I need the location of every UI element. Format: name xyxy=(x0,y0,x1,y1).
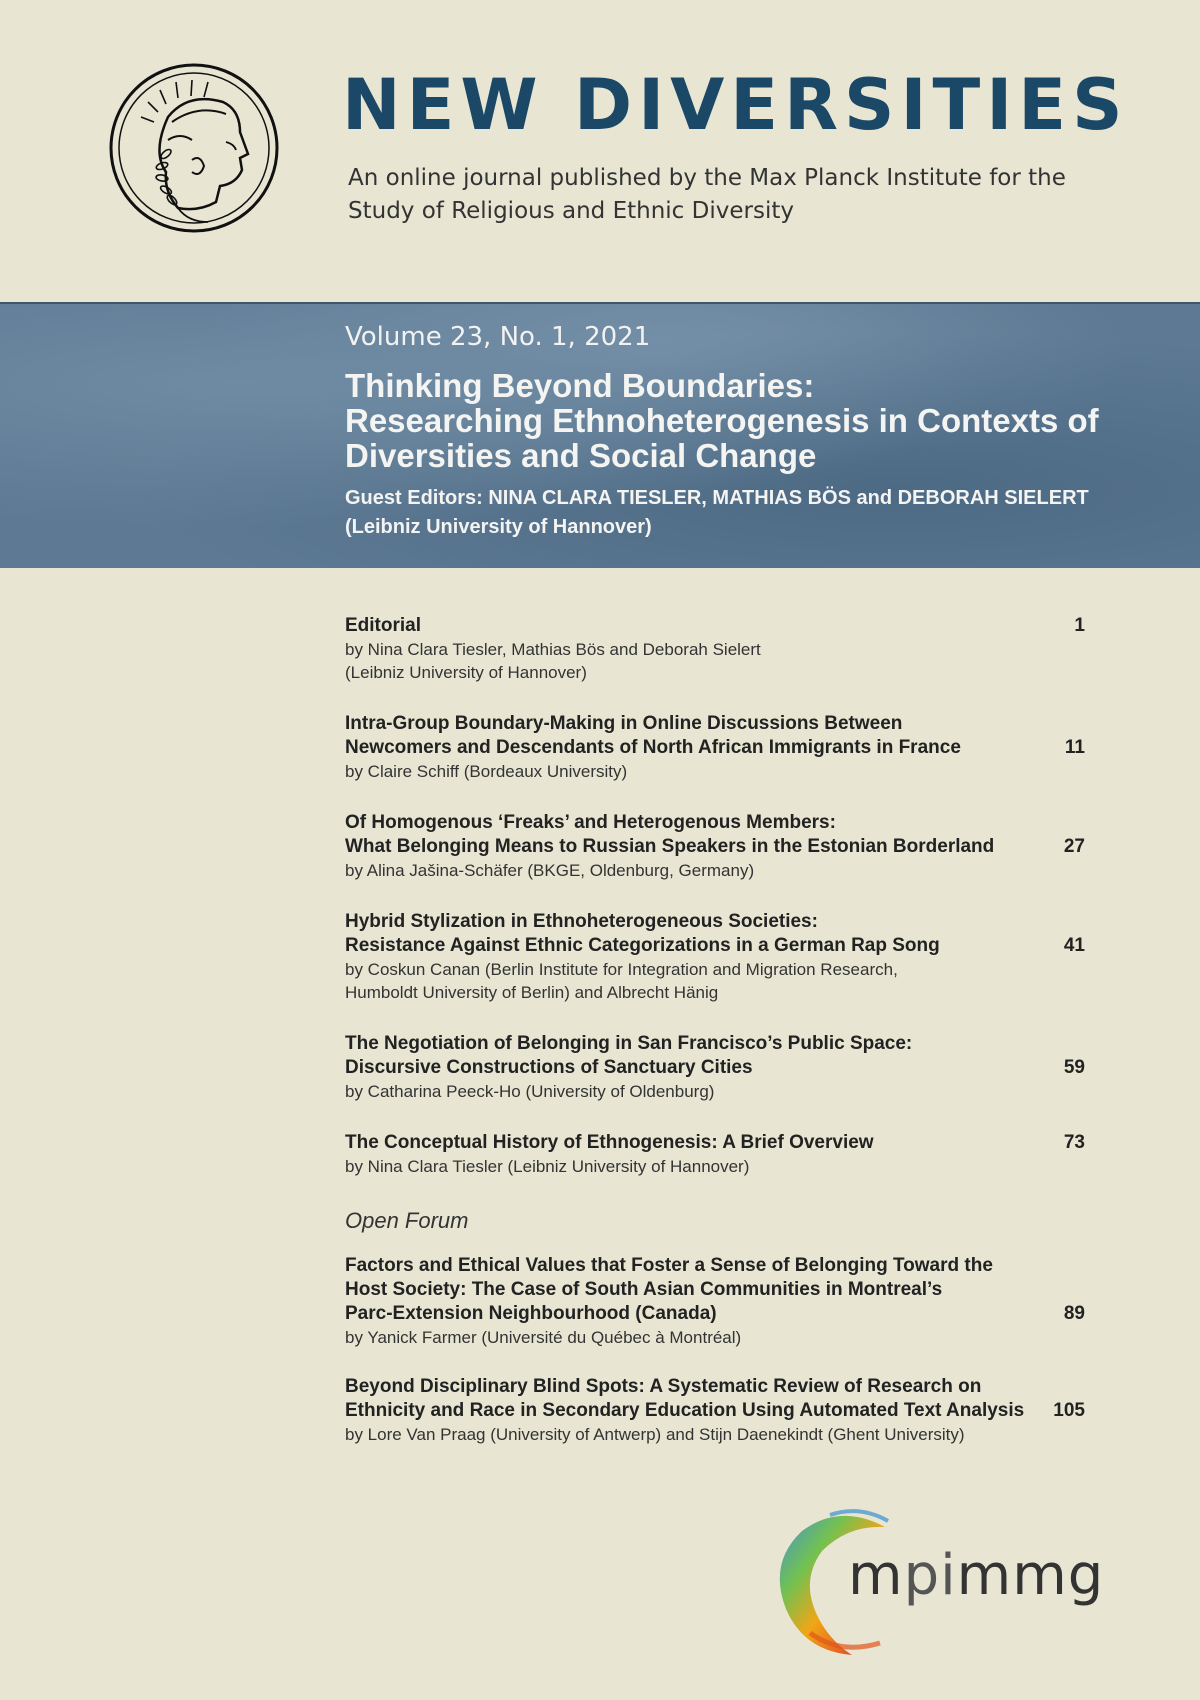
toc-entry-title-line: Hybrid Stylization in Ethnoheterogeneous Societies: xyxy=(345,911,818,932)
toc-entry-title-line: Factors and Ethical Values that Foster a Sense of Belonging Toward the xyxy=(345,1255,993,1276)
toc-entry-title xyxy=(345,910,1025,958)
toc-entry-author-line: Humboldt University of Berlin) and Albrecht Hänig xyxy=(345,983,719,1002)
toc-entry-title xyxy=(345,1375,1025,1423)
toc-entry-author-line: (Leibniz University of Hannover) xyxy=(345,663,587,682)
issue-title-line: Thinking Beyond Boundaries: xyxy=(345,367,815,404)
toc-entry-title-line: Ethnicity and Race in Secondary Education Using Automated Text Analysis xyxy=(345,1400,1025,1421)
toc-entry-title-line: Beyond Disciplinary Blind Spots: A Systematic Review of Research on xyxy=(345,1376,982,1397)
toc-entry-author-line: by Catharina Peeck-Ho (University of Oldenburg) xyxy=(345,1082,715,1101)
table-of-contents xyxy=(345,614,1085,1472)
toc-entry xyxy=(345,1032,1085,1103)
toc-entry-title xyxy=(345,1131,1025,1155)
toc-entry xyxy=(345,614,1085,684)
toc-entry-author-line: by Lore Van Praag (University of Antwerp) and Stijn Daenekindt (Ghent University) xyxy=(345,1425,965,1444)
toc-entry-authors xyxy=(345,1423,1085,1446)
journal-title: NEW DIVERSITIES xyxy=(342,64,1129,146)
issue-title-line: Diversities and Social Change xyxy=(345,437,817,474)
toc-entry-title-line: Parc-Extension Neighbourhood (Canada) xyxy=(345,1303,717,1324)
guest-editors-line: Guest Editors: NINA CLARA TIESLER, MATHIAS BÖS and DEBORAH SIELERT xyxy=(345,487,1089,509)
toc-page-number: 89 xyxy=(1063,1303,1085,1324)
toc-entry xyxy=(345,712,1085,783)
toc-entry-authors xyxy=(345,958,1085,1004)
toc-entry-title-line: Newcomers and Descendants of North African Immigrants in France xyxy=(345,737,961,758)
toc-page-number: 41 xyxy=(1063,935,1085,956)
toc-page-number: 1 xyxy=(1074,615,1085,636)
toc-entry-title xyxy=(345,712,1025,760)
toc-entry-title-line: The Negotiation of Belonging in San Francisco’s Public Space: xyxy=(345,1033,913,1054)
logo-text-part: pi xyxy=(903,1543,957,1608)
logo-text-part: m xyxy=(848,1543,904,1608)
subtitle-line: Study of Religious and Ethnic Diversity xyxy=(348,198,794,224)
toc-entry-title-line: Intra-Group Boundary-Making in Online Discussions Between xyxy=(345,713,903,734)
toc-entry-author-line: by Nina Clara Tiesler, Mathias Bös and Deborah Sielert xyxy=(345,640,761,659)
toc-page-number: 73 xyxy=(1063,1132,1085,1153)
toc-entry xyxy=(345,1131,1085,1178)
toc-entry-author-line: by Nina Clara Tiesler (Leibniz University of Hannover) xyxy=(345,1157,750,1176)
toc-entry-title-line: What Belonging Means to Russian Speakers in the Estonian Borderland xyxy=(345,836,995,857)
guest-editors xyxy=(345,484,1185,542)
journal-subtitle xyxy=(348,162,1128,228)
toc-entry-author-line: by Coskun Canan (Berlin Institute for Integration and Migration Research, xyxy=(345,960,898,979)
toc-entry-title xyxy=(345,614,1025,638)
toc-entry-title-line: The Conceptual History of Ethnogenesis: A Brief Overview xyxy=(345,1132,874,1153)
subtitle-line: An online journal published by the Max Planck Institute for the xyxy=(348,165,1066,191)
toc-entry-authors xyxy=(345,638,1085,684)
issue-title-line: Researching Ethnoheterogenesis in Contexts of xyxy=(345,402,1099,439)
minerva-logo-icon xyxy=(108,62,280,234)
toc-entry-title xyxy=(345,811,1025,859)
toc-page-number: 11 xyxy=(1064,737,1085,758)
toc-entry xyxy=(345,910,1085,1004)
toc-page-number: 105 xyxy=(1053,1400,1085,1421)
open-forum-heading: Open Forum xyxy=(345,1208,469,1233)
toc-entry-authors xyxy=(345,1326,1085,1349)
issue-title xyxy=(345,368,1185,473)
logo-text-part: mmg xyxy=(956,1543,1105,1608)
toc-entry-title-line: Discursive Constructions of Sanctuary Cities xyxy=(345,1057,753,1078)
toc-entry-title-line: Editorial xyxy=(345,615,422,636)
toc-entry-authors xyxy=(345,760,1085,783)
toc-entry xyxy=(345,811,1085,882)
toc-entry-authors xyxy=(345,1155,1085,1178)
toc-entry-author-line: by Alina Jašina-Schäfer (BKGE, Oldenburg, Germany) xyxy=(345,861,755,880)
toc-entry-title-line: Of Homogenous ‘Freaks’ and Heterogenous Members: xyxy=(345,812,836,833)
toc-entry-title-line: Resistance Against Ethnic Categorizations in a German Rap Song xyxy=(345,935,940,956)
toc-entry-title-line: Host Society: The Case of South Asian Communities in Montreal’s xyxy=(345,1279,943,1300)
toc-entry-author-line: by Claire Schiff (Bordeaux University) xyxy=(345,762,628,781)
toc-entry xyxy=(345,1254,1085,1349)
toc-entry-title xyxy=(345,1032,1025,1080)
toc-page-number: 27 xyxy=(1063,836,1085,857)
volume-label: Volume 23, No. 1, 2021 xyxy=(345,322,651,352)
toc-page-number: 59 xyxy=(1063,1057,1085,1078)
toc-entry-title xyxy=(345,1254,1025,1326)
mpimmg-logo-text xyxy=(848,1543,1105,1608)
toc-entry-authors xyxy=(345,1080,1085,1103)
toc-entry-authors xyxy=(345,859,1085,882)
toc-entry-author-line: by Yanick Farmer (Université du Québec à Montréal) xyxy=(345,1328,742,1347)
guest-editors-line: (Leibniz University of Hannover) xyxy=(345,516,652,538)
toc-entry xyxy=(345,1375,1085,1446)
